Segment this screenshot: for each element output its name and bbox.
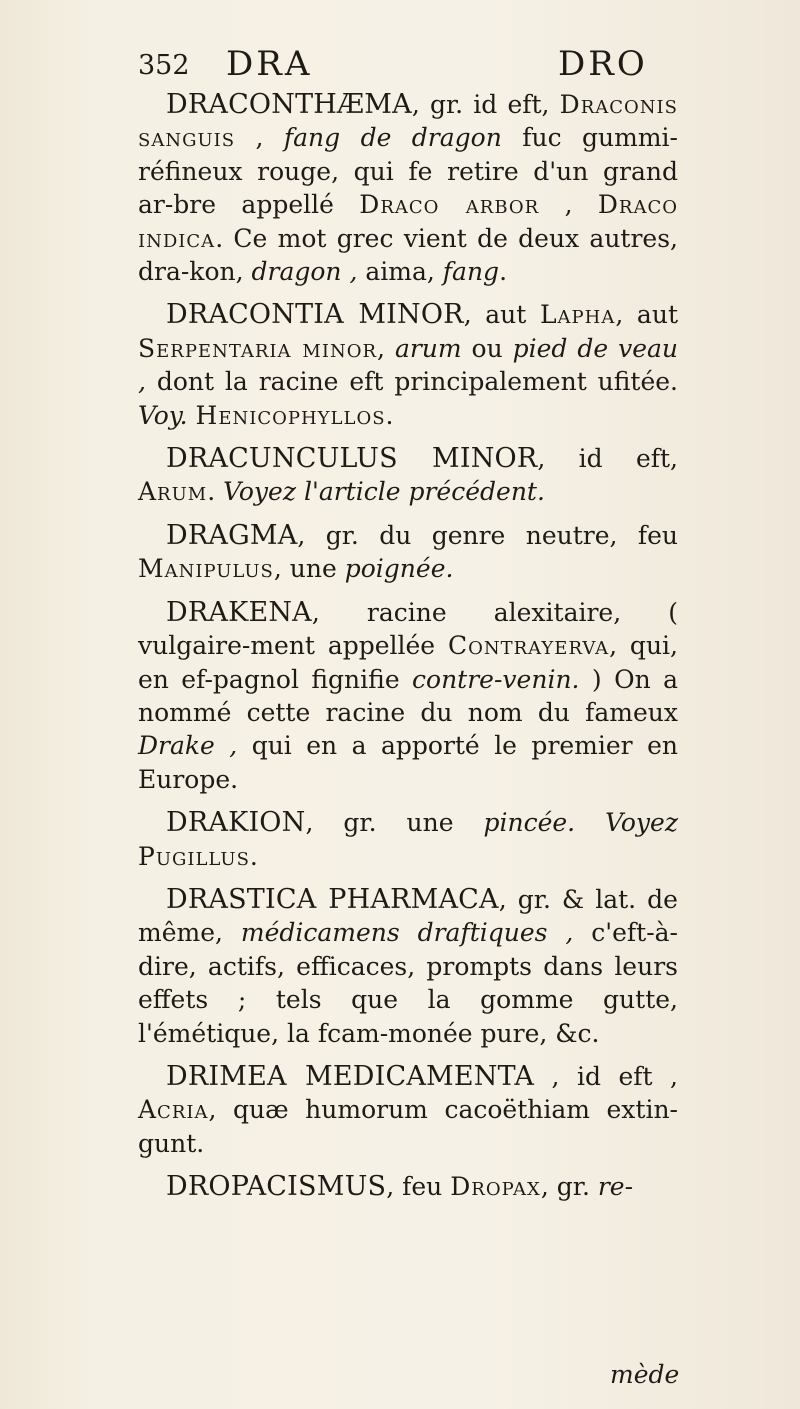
running-header	[138, 44, 678, 94]
translation: dragon ,	[251, 257, 358, 287]
translation: pincée.	[483, 808, 576, 838]
cross-reference: Pugillus	[138, 841, 250, 871]
proper-name: Drake ,	[138, 731, 238, 761]
entry-drastica-pharmaca: DRASTICA PHARMACA, gr. & lat. de même, médicamens draftiques , c'eft-à-dire, actifs, efficaces, prompts dans leurs effets ; tels que la gomme gutte, l'émétique, la fcam-monée pure, &c.	[138, 883, 678, 1048]
entry-dracontia-minor: DRACONTIA MINOR, aut Lapha, aut Serpentaria minor, arum ou pied de veau , dont la racine eft principalement ufitée. Voy. Henicophyllos.	[138, 299, 679, 430]
headword: DRACONTHÆMA	[166, 89, 412, 120]
entries-column	[138, 88, 678, 1214]
headword: DRAGMA	[166, 519, 298, 551]
headword: DRACONTIA MINOR	[166, 299, 464, 331]
translation: pied de veau ,	[138, 333, 679, 397]
cross-reference: Manipulus	[138, 554, 274, 584]
entry-drakena: DRAKENA, racine alexitaire, ( vulgaire-ment appellée Contrayerva, qui, en ef-pagnol fignifie contre-venin. ) On a nommé cette racine du nom du fameux Drake , qui en a apporté le premier en Europe.	[138, 596, 678, 794]
entry-dragma: DRAGMA, gr. du genre neutre, feu Manipulus, une poignée.	[138, 519, 678, 584]
translation: contre-venin.	[412, 664, 580, 694]
translation: poignée.	[344, 554, 454, 584]
translation: médicamens draftiques ,	[240, 918, 574, 948]
cross-reference: Serpentaria minor	[138, 333, 378, 363]
header-right-guideword: DRO	[558, 44, 648, 84]
page-number: 352	[138, 50, 190, 81]
entry-dracunculus-minor: DRACUNCULUS MINOR, id eft, Arum. Voyez l'article précédent.	[138, 443, 679, 507]
entry-drimea-medicamenta: DRIMEA MEDICAMENTA , id eft , Acria, quæ humorum cacoëthiam extin-gunt.	[138, 1060, 678, 1158]
cross-reference: Draco indica	[138, 190, 678, 253]
translation: fang de dragon	[283, 123, 502, 153]
cross-reference: Henicophyllos	[195, 400, 386, 430]
cross-reference: Draconis sanguis	[138, 90, 678, 153]
headword: DRASTICA PHARMACA	[166, 883, 499, 915]
entry-dropacismus: DROPACISMUS, feu Dropax, gr. re-	[166, 1171, 634, 1203]
cross-reference: Draco arbor	[359, 190, 540, 220]
headword: DRACUNCULUS MINOR	[166, 443, 538, 475]
headword: DRIMEA MEDICAMENTA	[166, 1060, 535, 1092]
translation: fang	[442, 257, 500, 287]
cross-reference: Contrayerva	[447, 631, 610, 661]
cross-reference: Lapha	[539, 300, 616, 330]
see-reference: Voy.	[138, 400, 188, 430]
headword: DRAKENA	[166, 596, 312, 628]
cross-reference: Dropax	[450, 1172, 541, 1202]
translation: arum	[394, 333, 462, 363]
see-reference: Voyez	[605, 808, 678, 838]
catchword: mède	[610, 1360, 680, 1389]
headword: DRAKION	[166, 807, 306, 839]
translation: re-	[597, 1172, 634, 1202]
entry-draconthaema: DRACONTHÆMA, gr. id eft, Draconis sanguis , fang de dragon fuc gummi-réfineux rouge, qui fe retire d'un grand ar-bre appellé Draco arbor , Draco indica. Ce mot grec vient de deux autres, dra-kon, dragon , aima, fang.	[138, 89, 679, 287]
see-reference: Voyez l'article précédent.	[223, 477, 545, 507]
header-left-guideword: DRA	[226, 44, 313, 84]
headword: DROPACISMUS	[166, 1171, 387, 1203]
cross-reference: Arum	[138, 477, 208, 507]
cross-reference: Acria	[138, 1095, 209, 1125]
entry-drakion: DRAKION, gr. une pincée. Voyez Pugillus.	[138, 807, 678, 871]
